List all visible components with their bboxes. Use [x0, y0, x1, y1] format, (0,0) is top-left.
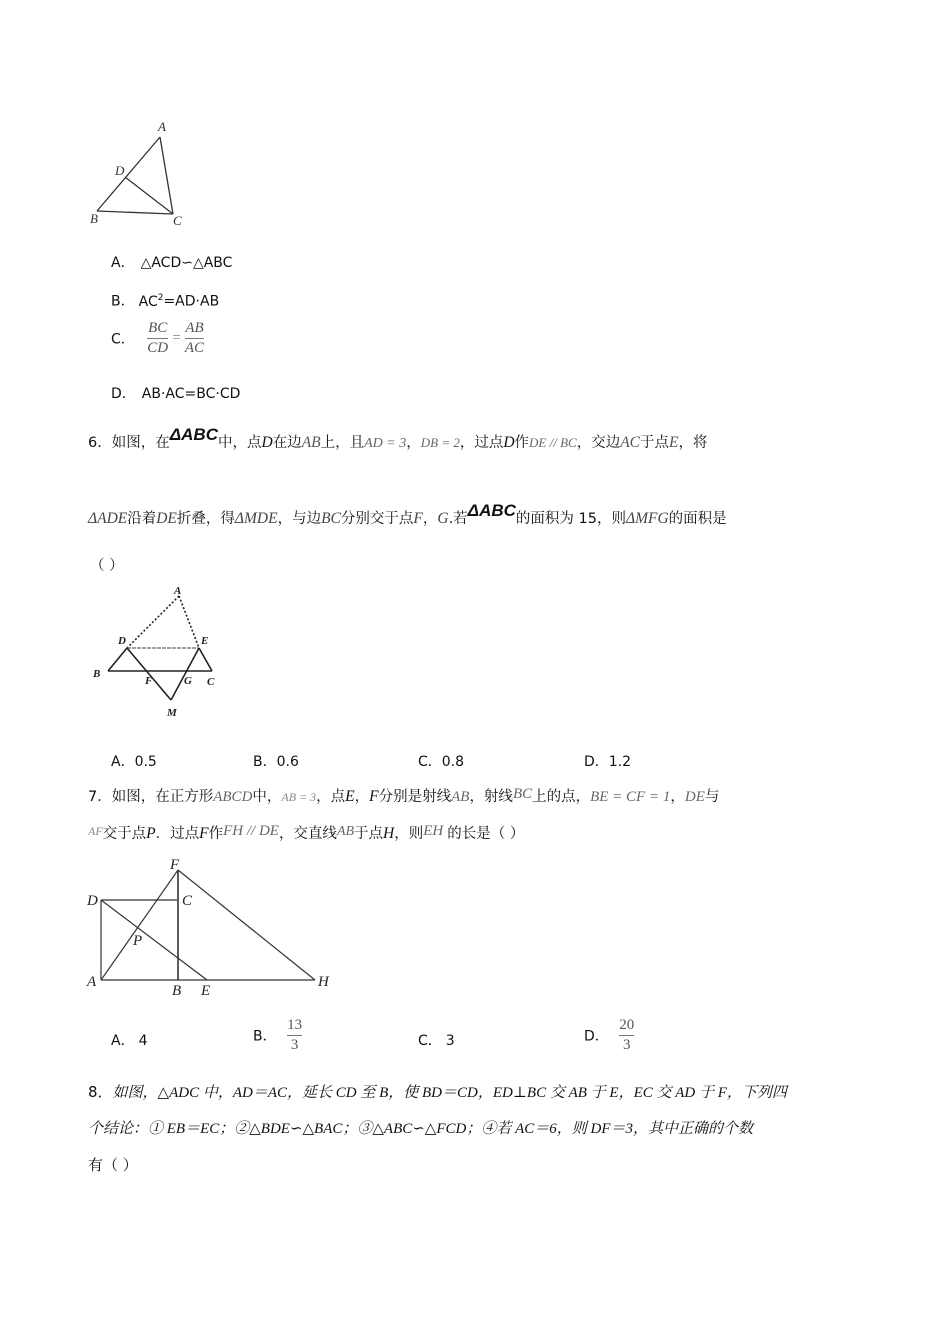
q5-option-d[interactable] [111, 384, 240, 404]
triangle-abc-diagram [85, 115, 195, 230]
option-letter: B． [253, 754, 277, 770]
q8-line-2: 个结论：① EB＝EC；②△BDE∽△BAC；③△ABC∽△FCD；④若 AC＝6，则 DF＝3，其中正确的个数 [88, 1121, 754, 1137]
option-letter: A． [111, 255, 135, 271]
equals-sign: = [172, 330, 181, 346]
option-letter: A． [111, 1033, 135, 1049]
svg-text:D: D [118, 635, 126, 647]
svg-text:C: C [207, 676, 215, 688]
q5-option-c[interactable] [111, 320, 204, 357]
fraction-bc-cd: $\frac{BC}{CD}$ [147, 320, 169, 356]
option-letter: D． [584, 1028, 609, 1045]
option-letter: C． [418, 1033, 442, 1049]
option-value: 0.6 [276, 754, 299, 770]
option-value: 1.2 [608, 754, 632, 770]
option-text-rest: =AD·AB [163, 293, 220, 310]
q6-line-2: ΔADE沿着DE折叠，得ΔMDE，与边BC分别交于点F，G.若ΔABC的面积为 15，则ΔMFG的面积是 [88, 501, 727, 527]
q7-option-b[interactable] [253, 1017, 302, 1054]
q7-line-1: 7．如图，在正方形ABCD中，AB = 3，点E，F分别是射线AB，射线BC上的点，BE = CF = 1，DE与 [88, 786, 720, 805]
svg-text:D: D [115, 163, 125, 178]
svg-text:A: A [158, 119, 166, 134]
svg-text:M: M [167, 707, 177, 719]
fraction-ab-ac: $\frac{AB}{AC}$ [184, 320, 205, 356]
svg-text:C: C [182, 893, 193, 909]
svg-text:F: F [170, 857, 180, 873]
option-letter: A． [111, 754, 135, 770]
option-value: 4 [138, 1033, 148, 1049]
option-value: 0.8 [441, 754, 465, 770]
svg-text:E: E [201, 983, 211, 999]
q7-figure [85, 855, 345, 1000]
question-number: 8． [88, 1083, 113, 1101]
q7-option-a[interactable] [111, 1031, 148, 1051]
svg-text:B: B [93, 668, 101, 680]
option-value: 3 [445, 1033, 455, 1049]
option-text: AC [138, 293, 158, 310]
q5-option-b[interactable] [111, 288, 219, 312]
q8-line-1: 8．如图，△ADC 中，AD＝AC，延长 CD 至 B，使 BD＝CD，ED⊥BC 交 AB 于 E，EC 交 AD 于 F，下列四 [88, 1083, 787, 1101]
svg-text:D: D [87, 893, 98, 909]
q6-option-d[interactable] [584, 752, 631, 772]
folded-triangle-diagram [88, 585, 228, 725]
svg-text:A: A [174, 585, 182, 597]
option-letter: B． [253, 1028, 277, 1045]
question-number: 6． [88, 435, 112, 451]
option-value: 0.5 [134, 754, 157, 770]
svg-text:H: H [318, 974, 329, 990]
svg-text:A: A [87, 974, 97, 990]
q6-option-b[interactable] [253, 752, 299, 772]
fraction-13-3: $\frac{13}{3}$ [287, 1017, 303, 1053]
option-text: AB·AC=BC·CD [141, 386, 241, 402]
option-letter: D． [584, 754, 609, 770]
svg-text:C: C [173, 213, 182, 228]
q6-line-1: 6．如图，在ΔABC中，点D在边AB上，且AD = 3，DB = 2，过点D作DE // BC，交边AC于点E，将 [88, 425, 708, 451]
option-letter: D． [111, 386, 136, 402]
option-text: △ACD∽△ABC [140, 255, 233, 271]
svg-text:E: E [201, 635, 209, 647]
q7-option-c[interactable] [418, 1031, 455, 1051]
q8-line-3: 有（ ） [88, 1156, 138, 1174]
fraction-20-3: $\frac{20}{3}$ [619, 1017, 635, 1053]
q7-option-d[interactable] [584, 1017, 634, 1054]
option-letter: B． [111, 293, 135, 310]
svg-text:F: F [145, 675, 153, 687]
option-letter: C． [111, 331, 135, 348]
q6-option-a[interactable] [111, 752, 157, 772]
q6-option-c[interactable] [418, 752, 464, 772]
superscript: 2 [157, 293, 164, 303]
svg-text:P: P [133, 933, 143, 949]
q7-line-2: $^{AF}$交于点P．过点F作FH // DE，交直线AB于点H，则EH 的长是（ ） [88, 823, 525, 842]
q6-figure [88, 585, 228, 725]
svg-text:B: B [90, 211, 98, 226]
q5-option-a[interactable] [111, 253, 232, 273]
q5-figure [85, 115, 195, 230]
svg-text:G: G [184, 675, 192, 687]
q6-answer-paren: （ ） [90, 558, 124, 574]
option-letter: C． [418, 754, 442, 770]
question-number: 7． [88, 789, 112, 805]
square-abcd-diagram [85, 855, 345, 1000]
svg-text:B: B [172, 983, 182, 999]
